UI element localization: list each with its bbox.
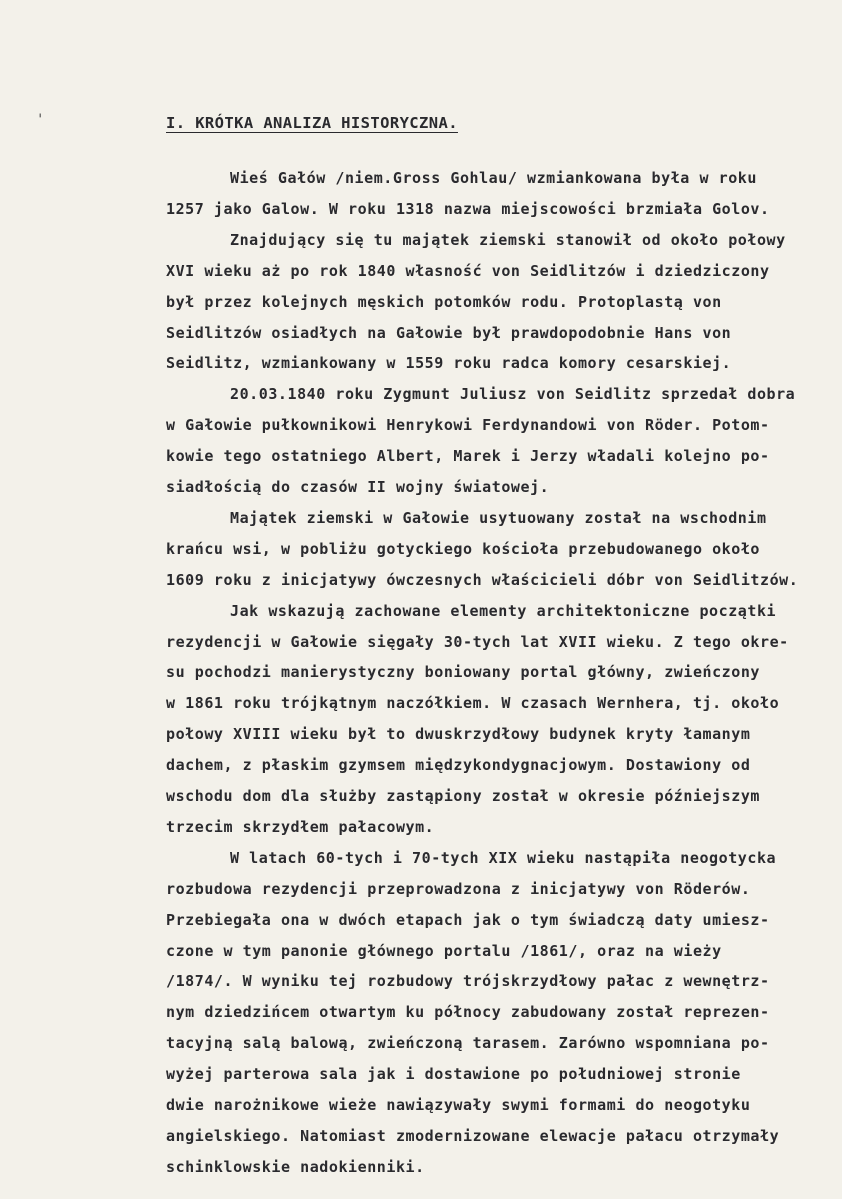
text-line: dachem, z płaskim gzymsem międzykondygnacjowym. Dostawiony od <box>166 756 751 775</box>
text-line: W latach 60-tych i 70-tych XIX wieku nastąpiła neogotycka <box>230 848 777 867</box>
text-line: Znajdujący się tu majątek ziemski stanowił od około połowy <box>230 230 786 249</box>
text-line: angielskiego. Natomiast zmodernizowane elewacje pałacu otrzymały <box>166 1126 780 1145</box>
text-line: trzecim skrzydłem pałacowym. <box>166 817 435 836</box>
text-line: wyżej parterowa sala jak i dostawione po południowej stronie <box>166 1065 741 1084</box>
text-line: Seidlitzów osiadłych na Gałowie był prawdopodobnie Hans von <box>166 323 732 342</box>
text-line: 20.03.1840 roku Zygmunt Juliusz von Seidlitz sprzedał dobra <box>230 385 796 404</box>
text-line: krańcu wsi, w pobliżu gotyckiego kościoła przebudowanego około <box>166 539 761 558</box>
text-line: w 1861 roku trójkątnym naczółkiem. W czasach Wernhera, tj. około <box>166 694 780 713</box>
text-line: tacyjną salą balową, zwieńczoną tarasem. Zarówno wspomniana po- <box>166 1034 770 1053</box>
section-title: I. KRÓTKA ANALIZA HISTORYCZNA. <box>166 114 458 132</box>
text-line: /1874/. W wyniku tej rozbudowy trójskrzydłowy pałac z wewnętrz- <box>166 972 770 991</box>
text-line: Jak wskazują zachowane elementy architektoniczne początki <box>230 601 777 620</box>
text-line: su pochodzi manierystyczny boniowany portal główny, zwieńczony <box>166 663 761 682</box>
text-line: nym dziedzińcem otwartym ku północy zabudowany został reprezen- <box>166 1003 770 1022</box>
text-line: XVI wieku aż po rok 1840 własność von Seidlitzów i dziedziczony <box>166 261 770 280</box>
text-line: w Gałowie pułkownikowi Henrykowi Ferdynandowi von Röder. Potom- <box>166 416 770 435</box>
text-line: siadłością do czasów II wojny światowej. <box>166 478 550 496</box>
text-line: schinklowskie nadokienniki. <box>166 1157 425 1176</box>
text-line: Przebiegała ona w dwóch etapach jak o tym świadczą daty umiesz- <box>166 910 770 929</box>
text-line: rezydencji w Gałowie sięgały 30-tych lat XVII wieku. Z tego okre- <box>166 632 789 651</box>
text-line: Majątek ziemski w Gałowie usytuowany został na wschodnim <box>230 508 767 527</box>
text-line: czone w tym panonie głównego portalu /1861/, oraz na wieży <box>166 941 722 960</box>
text-line: kowie tego ostatniego Albert, Marek i Jerzy władali kolejno po- <box>166 447 770 466</box>
text-line: rozbudowa rezydencji przeprowadzona z inicjatywy von Röderów. <box>166 879 751 898</box>
text-line: 1609 roku z inicjatywy ówczesnych właścicieli dóbr von Seidlitzów. <box>166 570 799 589</box>
text-line: Seidlitz, wzmiankowany w 1559 roku radca komory cesarskiej. <box>166 354 732 373</box>
text-line: połowy XVIII wieku był to dwuskrzydłowy budynek kryty łamanym <box>166 725 751 744</box>
text-line: dwie narożnikowe wieże nawiązywały swymi formami do neogotyku <box>166 1096 751 1114</box>
text-line: wschodu dom dla służby zastąpiony został w okresie późniejszym <box>166 787 761 805</box>
text-line: był przez kolejnych męskich potomków rodu. Protoplastą von <box>166 292 722 311</box>
text-line: Wieś Gałów /niem.Gross Gohlau/ wzmiankowana była w roku <box>230 169 757 187</box>
text-line: 1257 jako Galow. W roku 1318 nazwa miejscowości brzmiała Golov. <box>166 199 770 218</box>
margin-mark: ' <box>36 112 45 128</box>
